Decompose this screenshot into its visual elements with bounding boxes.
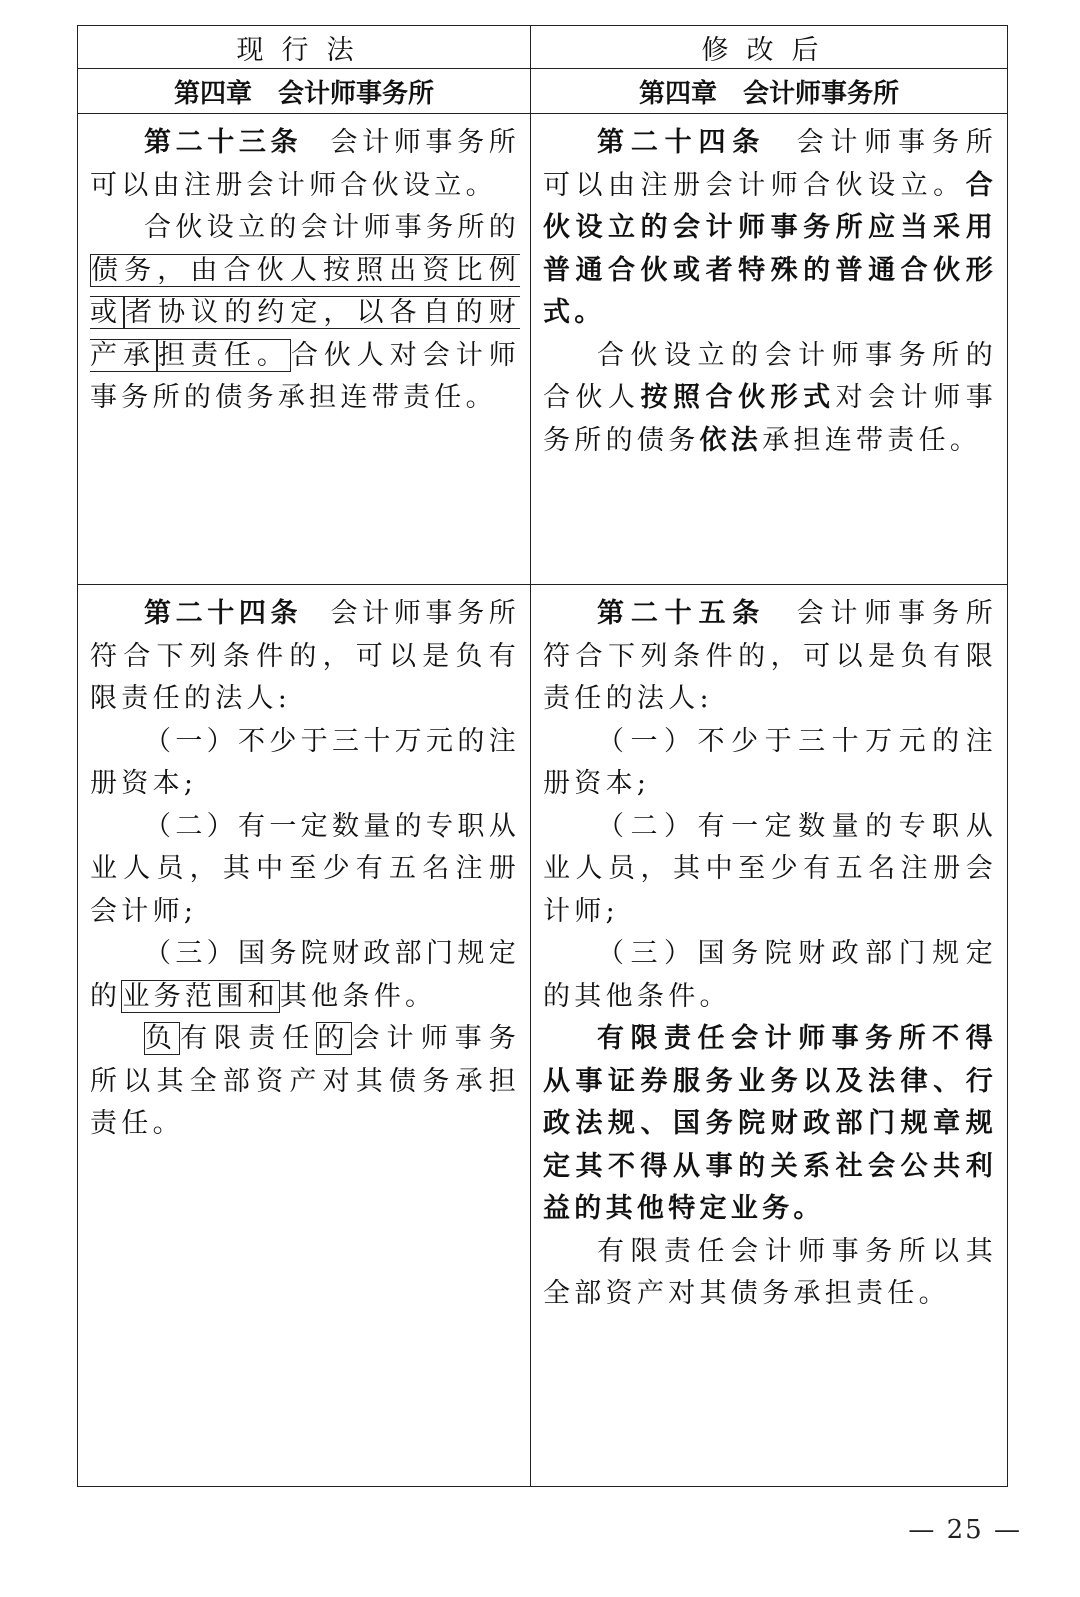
deleted-text-box: 债务，由合伙人按照出资比例或 [90, 254, 520, 328]
paragraph: 有限责任会计师事务所以其全部资产对其债务承担责任。 [543, 1235, 997, 1309]
paragraph-text: 合伙设立的会计师事务所的 [144, 212, 520, 243]
deleted-text-box: 负 [145, 1023, 180, 1054]
article-number: 第二十四条 [144, 598, 303, 629]
header-current-law: 现行法 [78, 26, 531, 69]
paragraph-text: 对会计师事务所的债务 [543, 382, 997, 456]
article-row-1 [78, 114, 1008, 585]
deleted-text-box: 业务范围和 [122, 980, 279, 1012]
paragraph-text: 合伙设立的会计师事务所的合伙人 [543, 339, 997, 413]
list-item: （二）有一定数量的专职从业人员，其中至少有五名注册会计师; [90, 810, 520, 927]
chapter-row [78, 69, 1008, 114]
current-law-article-24 [78, 585, 531, 1487]
paragraph-text: 会计师事务所以其全部资产对其债务承担责任。 [90, 1023, 521, 1139]
paragraph [543, 593, 997, 721]
amended-article-25 [531, 585, 1008, 1487]
chapter-title-right [531, 69, 1008, 114]
paragraph-text: （三）国务院财政部门规定的 [90, 938, 520, 1012]
paragraph [90, 1018, 520, 1146]
chapter-title-left [78, 69, 531, 114]
deleted-text-box: 者协议的约定，以各自的财产承 [90, 297, 520, 371]
header-amended: 修改后 [531, 26, 1008, 69]
paragraph-text: 合伙人对会计师事务所的债务承担连带责任。 [90, 339, 520, 413]
paragraph [90, 207, 520, 420]
list-item [90, 933, 520, 1018]
paragraph-text: 会计师事务所符合下列条件的，可以是负有限责任的法人: [90, 598, 520, 714]
added-text: 合伙设立的会计师事务所应当采用普通合伙或者特殊的普通合伙形式。 [543, 169, 997, 328]
paragraph-text: 其他条件。 [279, 980, 437, 1012]
paragraph-text: 有限责任 [180, 1023, 317, 1054]
current-law-article-23 [78, 114, 531, 585]
paragraph-text: 会计师事务所可以由注册会计师合伙设立。 [543, 127, 997, 201]
paragraph [543, 335, 997, 463]
deleted-text-box: 担责任。 [157, 339, 290, 371]
paragraph-text: 承担连带责任。 [762, 424, 982, 456]
list-item: （二）有一定数量的专职从业人员，其中至少有五名注册会计师; [543, 810, 997, 927]
list-item: （一）不少于三十万元的注册资本; [543, 725, 997, 799]
paragraph [90, 593, 520, 721]
paragraph [90, 122, 520, 207]
chapter-number: 第四章 [173, 78, 252, 109]
added-paragraph: 有限责任会计师事务所不得从事证券服务业务以及法律、行政法规、国务院财政部门规章规定其不得从事的关系社会公共利益的其他特定业务。 [543, 1023, 997, 1224]
paragraph-text: 会计师事务所可以由注册会计师合伙设立。 [90, 127, 520, 201]
article-number: 第二十三条 [144, 127, 303, 158]
added-text: 依法 [699, 424, 763, 456]
amended-article-24 [531, 114, 1008, 585]
comparison-table [77, 25, 1008, 1487]
article-number: 第二十五条 [597, 598, 767, 629]
header-row [78, 26, 1008, 69]
deleted-text-box: 的 [317, 1023, 352, 1054]
article-row-2 [78, 585, 1008, 1487]
added-text: 按照合伙形式 [640, 382, 836, 413]
list-item: （三）国务院财政部门规定的其他条件。 [543, 938, 997, 1012]
paragraph-text: 会计师事务所符合下列条件的，可以是负有限责任的法人: [543, 598, 997, 714]
chapter-name: 会计师事务所 [743, 78, 900, 109]
article-number: 第二十四条 [597, 127, 767, 158]
page-number: — 25 — [908, 1515, 1022, 1545]
chapter-name: 会计师事务所 [278, 78, 435, 109]
list-item: （一）不少于三十万元的注册资本; [90, 725, 520, 799]
chapter-number: 第四章 [638, 78, 717, 109]
paragraph [543, 122, 997, 335]
